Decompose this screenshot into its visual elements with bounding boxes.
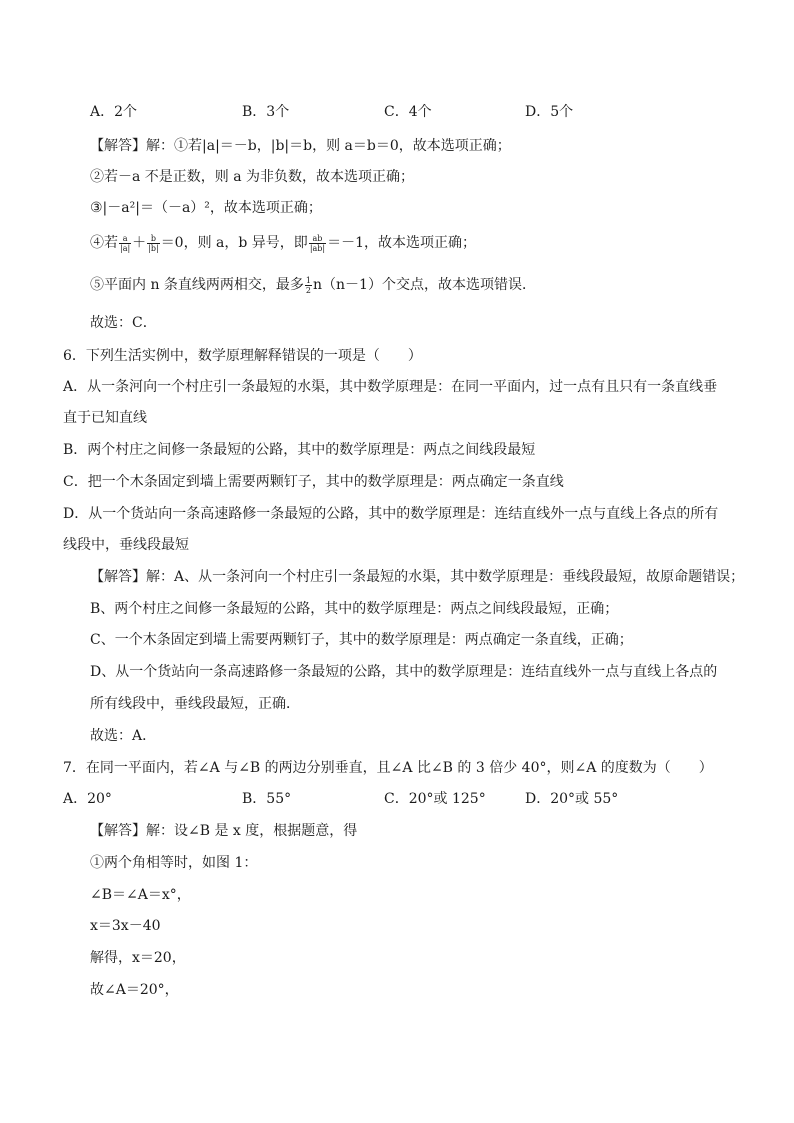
q7-option-a: A．20°: [63, 791, 112, 807]
q7-stem: 7．在同一平面内，若∠A 与∠B 的两边分别垂直，且∠A 比∠B 的 3 倍少 40°，则∠A 的度数为（ ）: [63, 760, 713, 776]
fraction: $\frac{b}{|b|}$: [148, 233, 159, 253]
q5-option-b: B．3个: [242, 104, 290, 120]
fraction: $\frac{1}{2}$: [305, 275, 312, 295]
fraction: $\frac{a}{|a|}$: [120, 233, 131, 253]
q5-option-d: D．5个: [525, 104, 574, 120]
q7-option-c: C．20°或 125°: [384, 791, 486, 807]
fraction: $\frac{ab}{|ab|}$: [309, 233, 326, 253]
q6-option-d-line-2: 线段中，垂线段最短: [63, 537, 189, 553]
q7-answer-line-5: 解得，x＝20，: [90, 950, 186, 966]
q6-option-d-line-1: D．从一个货站向一条高速路修一条最短的公路，其中的数学原理是：连结直线外一点与直线上各点的所有: [63, 506, 719, 522]
q7-answer-line-6: 故∠A＝20°，: [90, 982, 179, 998]
q5-answer-line-3: ③|－a²|＝（－a）²，故本选项正确；: [90, 200, 322, 216]
q7-answer-line-4: x＝3x－40: [90, 918, 161, 934]
q6-answer-line-2: B、两个村庄之间修一条最短的公路，其中的数学原理是：两点之间线段最短，正确；: [90, 601, 619, 617]
q5-choice: 故选：C．: [90, 315, 157, 331]
q5-option-a: A．2个: [90, 104, 138, 120]
q7-option-b: B．55°: [242, 791, 292, 807]
q6-choice: 故选：A．: [90, 728, 157, 744]
q6-option-a-line-2: 直于已知直线: [63, 410, 147, 426]
q7-answer-line-1: 【解答】解：设∠B 是 x 度，根据题意，得: [90, 823, 358, 839]
q5-answer-line-1: 【解答】解：①若|a|＝－b，|b|＝b，则 a＝b＝0，故本选项正确；: [90, 138, 511, 154]
q6-option-c: C．把一个木条固定到墙上需要两颗钉子，其中的数学原理是：两点确定一条直线: [63, 474, 564, 490]
q5-option-c: C．4个: [384, 104, 432, 120]
q7-option-d: D．20°或 55°: [525, 791, 619, 807]
q5-answer-line-2: ②若－a 不是正数，则 a 为非负数，故本选项正确；: [90, 169, 415, 185]
q6-option-a-line-1: A．从一条河向一个村庄引一条最短的水渠，其中数学原理是：在同一平面内，过一点有且只有一条直线垂: [63, 379, 718, 395]
q6-stem: 6．下列生活实例中，数学原理解释错误的一项是（ ）: [63, 348, 422, 364]
q6-answer-line-5: 所有线段中，垂线段最短，正确．: [90, 696, 300, 712]
answer-label: 【解答】解：: [90, 138, 174, 154]
q5-answer-line-5: ⑤平面内 n 条直线两两相交，最多 $\frac{1}{2}$ n（n－1）个交点，故本选项错误．: [90, 275, 536, 295]
q7-answer-line-3: ∠B＝∠A＝x°，: [90, 887, 191, 903]
q6-answer-line-3: C、一个木条固定到墙上需要两颗钉子，其中的数学原理是：两点确定一条直线，正确；: [90, 632, 633, 648]
q6-option-b: B．两个村庄之间修一条最短的公路，其中的数学原理是：两点之间线段最短: [63, 442, 536, 458]
q5-answer-line-4: ④若 $\frac{a}{|a|}$ ＋ $\frac{b}{|b|}$ ＝0，则 a，b 异号，即 $\frac{ab}{|ab|}$ ＝－1，故本选项正确；: [90, 233, 477, 253]
q7-answer-line-2: ①两个角相等时，如图 1：: [90, 855, 258, 871]
q6-answer-line-4: D、从一个货站向一条高速路修一条最短的公路，其中的数学原理是：连结直线外一点与直线上各点的: [90, 664, 718, 680]
q6-answer-line-1: 【解答】解：A、从一条河向一个村庄引一条最短的水渠，其中数学原理是：垂线段最短，故原命题错误；: [90, 569, 745, 585]
